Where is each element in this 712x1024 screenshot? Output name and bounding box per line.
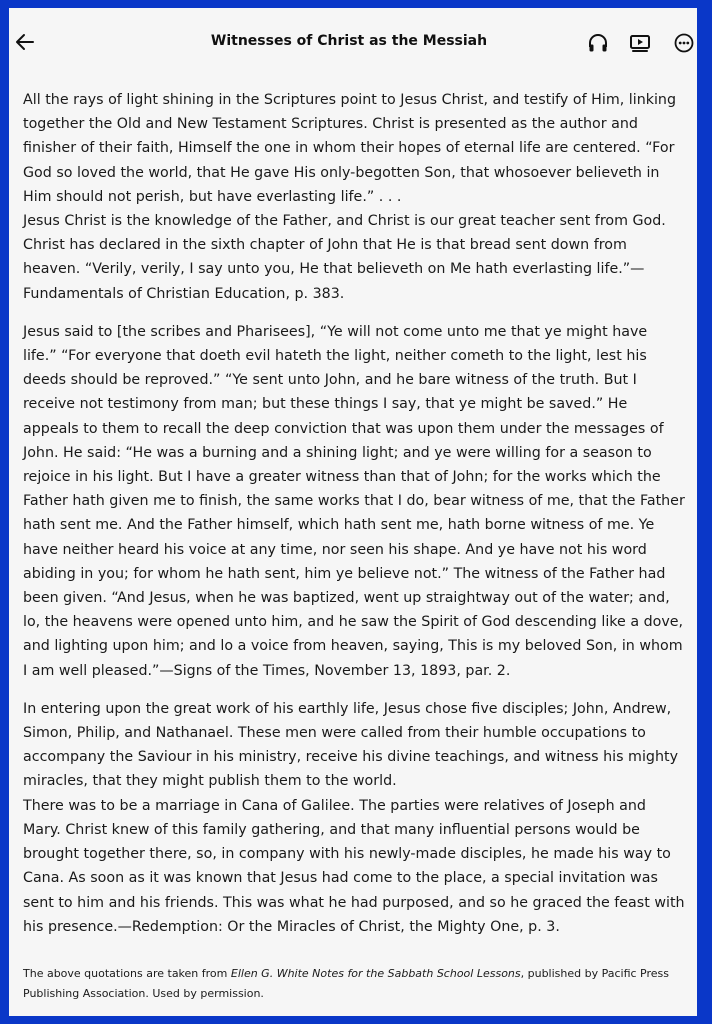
attribution-suffix: , published by Pacific Press Publishing Association. Used by permission. [23, 967, 670, 1000]
more-options-button[interactable] [672, 31, 696, 55]
lesson-text [23, 88, 685, 939]
paragraph: Jesus said to [the scribes and Pharisees], “Ye will not come unto me that ye might have life.” “For everyone that doeth evil hateth the light, neither cometh to the light, lest his deeds should be reproved.” “Ye sent unto John, and he bare witness of the truth. But I receive not testimony from man; but these things I say, that ye might be saved.” He appeals to them to recall the deep conviction that was upon them under the messages of John. He said: “He was a burning and a shining light; and ye were willing for a season to rejoice in his light. But I have a greater witness than that of John; for the works which the Father hath given me to finish, the same works that I do, bear witness of me, that the Father hath sent me. And the Father himself, which hath sent me, hath borne witness of me. Ye have neither heard his voice at any time, nor seen his shape. And ye have not his word abiding in you; for whom he hath sent, him ye believe not.” The witness of the Father had been given. “And Jesus, when he was baptized, went up straightway out of the water; and, lo, the heavens were opened unto him, and he saw the Spirit of God descending like a dove, and lighting upon him; and lo a voice from heaven, saying, This is my beloved Son, in whom I am well pleased.”—Signs of the Times, November 13, 1893, par. 2. [23, 323, 685, 679]
attribution-book-title: Ellen G. White Notes for the Sabbath School Lessons [230, 967, 521, 980]
attribution-prefix: The above quotations are taken from [23, 967, 231, 980]
audio-button[interactable] [586, 31, 610, 55]
paragraph: In entering upon the great work of his earthly life, Jesus chose five disciples; John, Andrew, Simon, Philip, and Nathanael. These men were called from their humble occupations to accompany the Saviour in his ministry, receive his divine teachings, and witness his mighty miracles, that they might publish them to the world. [23, 700, 678, 790]
paragraph: There was to be a marriage in Cana of Galilee. The parties were relatives of Joseph and Mary. Christ knew of this family gathering, and that many influential persons would be brought together there, so, in company with his newly-made disciples, he made his way to Cana. As soon as it was known that Jesus had come to the place, a special invitation was sent to him and his friends. This was what he had purposed, and so he graced the feast with his presence.—Redemption: Or the Miracles of Christ, the Mighty One, p. 3. [23, 797, 685, 935]
back-arrow-icon [13, 30, 37, 54]
top-bar [9, 8, 697, 70]
headphones-icon [586, 31, 610, 55]
video-button[interactable] [628, 31, 652, 55]
page-title: Witnesses of Christ as the Messiah [210, 33, 488, 49]
paragraph: Jesus Christ is the knowledge of the Father, and Christ is our great teacher sent from God. Christ has declared in the sixth chapter of John that He is that bread sent down from heaven. “Verily, verily, I say unto you, He that believeth on Me hath everlasting life.”—Fundamentals of Christian Education, p. 383. [23, 213, 666, 302]
play-video-icon [628, 31, 652, 55]
reader-window [9, 8, 697, 1016]
more-options-icon [672, 31, 696, 55]
back-button[interactable] [13, 30, 37, 54]
attribution-note [23, 964, 695, 1004]
paragraph: All the rays of light shining in the Scriptures point to Jesus Christ, and testify of Him, linking together the Old and New Testament Scriptures. Christ is presented as the author and finisher of their faith, Himself the one in whom their hopes of eternal life are centered. “For God so loved the world, that He gave His only-begotten Son, that whosoever believeth in Him should not perish, but have everlasting life.” . . . [23, 92, 677, 205]
